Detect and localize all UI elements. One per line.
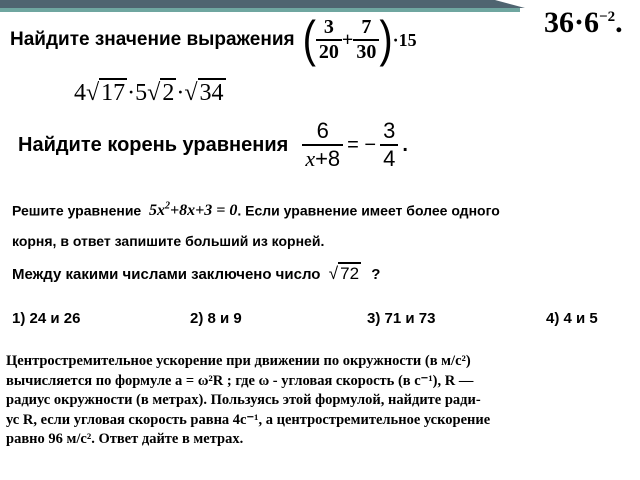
task4-intro: Решите уравнение [12, 202, 142, 219]
task3 [18, 118, 408, 172]
sqrt-icon: √ [184, 80, 198, 106]
left-paren: ( [302, 11, 316, 67]
sqrt-icon: √ [147, 80, 161, 106]
task1-label: Найдите значение выражения [10, 29, 295, 50]
fraction-7-30 [353, 16, 379, 64]
mult-dot: · [176, 80, 185, 106]
numerator: 3 [323, 16, 334, 38]
radicand-17: 17 [101, 80, 126, 106]
fraction-3-20 [316, 16, 342, 64]
task2-expression [74, 80, 226, 107]
task5 [12, 264, 380, 284]
denominator: 30 [353, 39, 379, 64]
period: . [402, 133, 408, 156]
top-decorative-bar [0, 0, 540, 8]
denominator: 20 [316, 39, 342, 64]
task6-line: вычисляется по формуле a = ω²R ; где ω - угловая скорость (в с⁻¹), R — [6, 372, 474, 389]
coef-4: 4 [74, 80, 86, 106]
option-2[interactable]: 2) 8 и 9 [190, 310, 242, 327]
denominator: 4 [380, 144, 398, 172]
top-bar-corner [495, 0, 540, 12]
task3-label: Найдите корень уравнения [18, 133, 289, 156]
multiplier: ·15 [392, 29, 417, 50]
den-rest: +8 [315, 146, 341, 171]
task1b-expression [544, 6, 623, 40]
task1 [10, 11, 417, 67]
expr-exponent: −2 [599, 9, 616, 25]
expr-base: 36·6 [544, 6, 600, 39]
sqrt-icon: √ [328, 264, 339, 283]
radicand-72: 72 [340, 264, 360, 283]
radicand-34: 34 [199, 80, 224, 106]
eq-exponent: 2 [165, 201, 171, 212]
numerator: 6 [316, 118, 329, 143]
task6-line: равно 96 м/с². Ответ дайте в метрах. [6, 431, 244, 447]
variable-x: x [305, 146, 316, 171]
fraction-3-4 [380, 118, 398, 172]
task6-line: ус R, если угловая скорость равна 4с⁻¹, а центростремительное ускорение [6, 411, 491, 428]
option-1[interactable]: 1) 24 и 26 [12, 310, 81, 327]
coef-5: ·5 [127, 80, 148, 106]
task4-continued: . Если уравнение имеет более одного [237, 202, 500, 219]
question-mark: ? [371, 266, 381, 283]
eq-term-a: 5x [149, 202, 166, 220]
denominator [302, 144, 343, 172]
plus-sign: + [341, 28, 354, 51]
option-4[interactable]: 4) 4 и 5 [546, 310, 598, 327]
task5-label: Между какими числами заключено число [12, 266, 321, 283]
task4-equation [149, 202, 237, 219]
numerator: 3 [383, 118, 396, 143]
top-accent-stripe [0, 8, 520, 12]
task6-line: радиус окружности (в метрах). Пользуясь этой формулой, найдите ради- [6, 392, 481, 408]
task4-line2: корня, в ответ запишите больший из корней. [12, 233, 325, 250]
radicand-2: 2 [162, 80, 175, 106]
fraction-6-x8 [302, 118, 343, 172]
option-3[interactable]: 3) 71 и 73 [367, 310, 436, 327]
task6-line: Центростремительное ускорение при движении по окружности (в м/с²) [6, 353, 471, 369]
equals-minus: = − [347, 133, 377, 156]
numerator: 7 [361, 16, 372, 38]
task4 [12, 192, 500, 256]
task6 [6, 352, 636, 450]
expr-dot: . [615, 6, 623, 39]
eq-term-b: +8x+3 = 0 [170, 202, 238, 220]
task4-line1 [12, 192, 500, 226]
sqrt-icon: √ [86, 80, 100, 106]
right-paren: ) [379, 11, 393, 67]
